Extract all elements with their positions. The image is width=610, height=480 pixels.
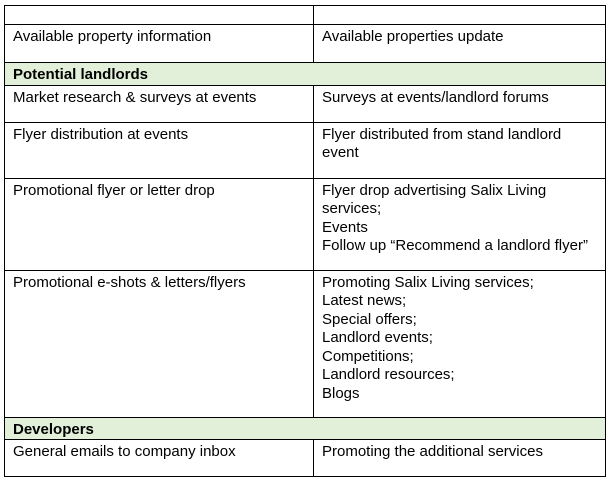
cell-text: services; [322, 200, 382, 217]
section-header-row [5, 63, 606, 86]
table-cell [5, 6, 314, 25]
table-row [5, 270, 606, 417]
table-cell-detail [314, 85, 606, 122]
cell-text: Special offers; [322, 310, 417, 328]
table-cell-detail [314, 440, 606, 477]
marketing-activities-table [4, 5, 606, 477]
cell-text: Blogs [322, 384, 360, 402]
cell-text: Latest news; [322, 292, 407, 309]
cell-text: Promoting Salix Living services; [322, 273, 534, 291]
table-row [5, 178, 606, 270]
table-cell-activity [5, 270, 314, 417]
table-cell-activity [5, 178, 314, 270]
cell-text: Landlord events; [322, 329, 433, 346]
table-row [5, 440, 606, 477]
cell-text: Available properties update [322, 28, 504, 45]
cell-text: Competitions; [322, 347, 414, 365]
table-cell-activity [5, 25, 314, 63]
table-cell-detail [314, 122, 606, 178]
cell-text: Events [322, 218, 368, 236]
table-cell-activity [5, 85, 314, 122]
cell-text: Follow up “Recommend a landlord flyer” [322, 237, 588, 254]
cell-text: event [322, 144, 359, 161]
section-title-developers: Developers [5, 417, 606, 440]
cell-text: Promotional e-shots & letters/flyers [13, 273, 246, 291]
cell-text: General emails to company inbox [13, 443, 236, 460]
cell-text: Promoting the additional services [322, 443, 543, 460]
cell-text: Landlord resources; [322, 366, 455, 383]
cell-text: Promotional flyer or letter drop [13, 181, 215, 199]
cell-text: Market research & surveys at events [13, 88, 257, 106]
table-cell [314, 6, 606, 25]
table-cell-detail [314, 270, 606, 417]
cell-text: Flyer distribution at events [13, 125, 189, 143]
cell-text: Flyer distributed from stand landlord [322, 125, 562, 143]
table-row [5, 122, 606, 178]
cell-text: Surveys at events/landlord forums [322, 88, 549, 106]
table-cell-activity [5, 122, 314, 178]
table-cell-detail [314, 25, 606, 63]
section-title-landlords: Potential landlords [5, 63, 606, 86]
table-row-blank [5, 6, 606, 25]
table-cell-detail [314, 178, 606, 270]
section-header-row [5, 417, 606, 440]
cell-text: Available property information [13, 28, 212, 45]
table-row [5, 25, 606, 63]
table-cell-activity [5, 440, 314, 477]
cell-text: Flyer drop advertising Salix Living [322, 181, 547, 199]
table-row [5, 85, 606, 122]
